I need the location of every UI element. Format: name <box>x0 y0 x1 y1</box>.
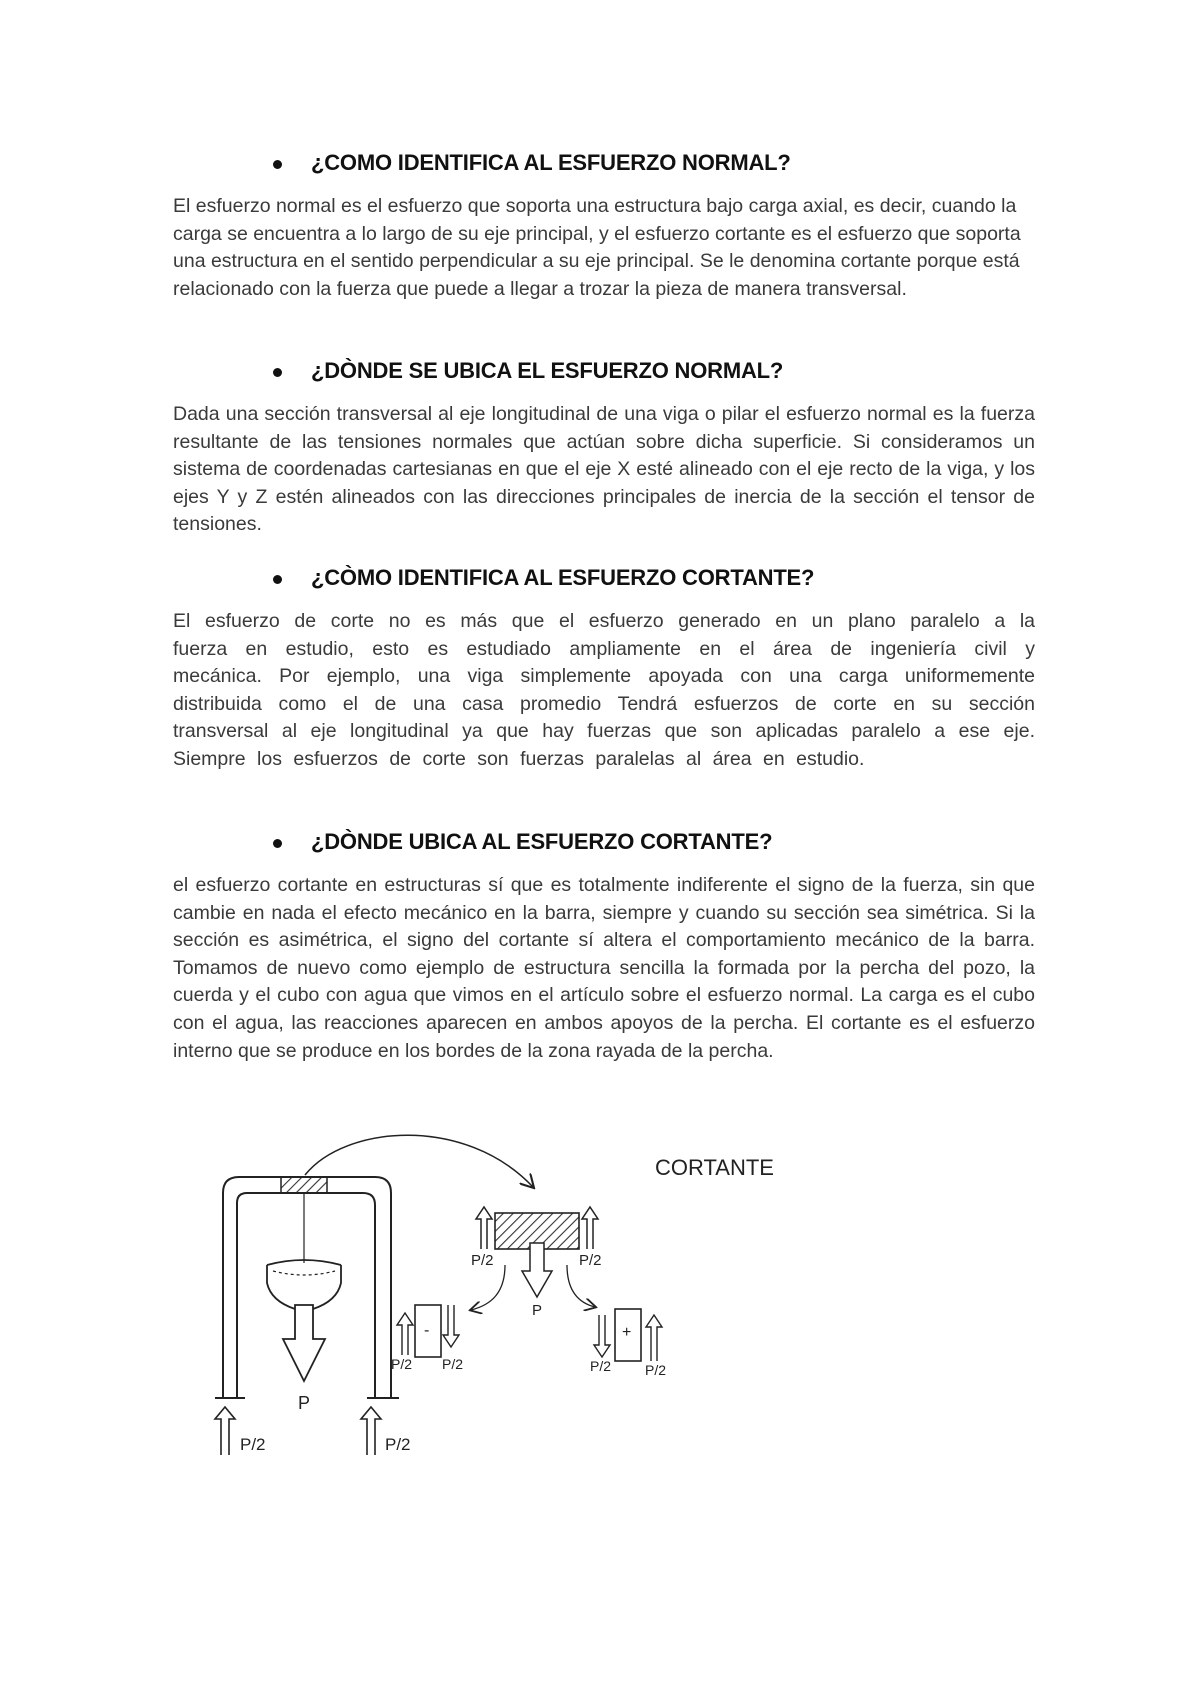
section-heading <box>173 355 1035 389</box>
section-paragraph: El esfuerzo normal es el esfuerzo que soporta una estructura bajo carga axial, es decir, cuando la carga se encuentra a lo largo de su eje principal, y el esfuerzo cortante es el esfuerzo que soporta una estructura en el sentido perpendicular a su eje principal. Se le denomina cortante porque está relacionado con la fuerza que puede a llegar a trozar la pieza de manera transversal. <box>173 195 1021 300</box>
pos-section-label-right: P/2 <box>645 1362 667 1378</box>
bucket-icon <box>267 1260 341 1309</box>
figure-title: CORTANTE <box>655 1155 774 1180</box>
reaction-arrow-right-icon <box>361 1407 381 1455</box>
reaction-arrow-left-icon <box>215 1407 235 1455</box>
neg-section-down-arrow-icon <box>443 1305 459 1347</box>
pos-section-down-arrow-icon <box>594 1315 610 1357</box>
bullet-icon <box>273 368 282 377</box>
section-paragraph: Dada una sección transversal al eje longitudinal de una viga o pilar el esfuerzo normal es la fuerza resultante de las tensiones normales que actúan sobre dicha superficie. Si consideramos un sistema de coordenadas cartesianas en que el eje X esté alineado con el eje recto de la viga, y los ejes Y y Z estén alineados con las direcciones principales de inercia de la sección el tensor de tensiones. <box>173 403 1035 536</box>
load-label: P <box>298 1393 311 1413</box>
bullet-icon <box>273 839 282 848</box>
detail-reaction-right-icon <box>582 1207 598 1249</box>
pos-section-up-arrow-icon <box>646 1315 662 1361</box>
neg-section-label-right: P/2 <box>442 1356 464 1372</box>
detail-load-label: P <box>532 1302 543 1319</box>
heading-text: ¿CÒMO IDENTIFICA AL ESFUERZO CORTANTE? <box>311 565 815 590</box>
curve-arrow-right-icon <box>567 1265 595 1307</box>
section-paragraph: El esfuerzo de corte no es más que el esfuerzo generado en un plano paralelo a la fuerza en estudio, esto es estudiado ampliamente en el área de ingeniería civil y mecánica. Por ejemplo, una viga simplemente apoyada con una carga uniformemente distribuida como el de una casa promedio Tendrá esfuerzos de corte en su sección transversal al eje longitudinal ya que hay fuerzas que son aplicadas paralelo a ese eje. Siempre los esfuerzos de corte son fuerzas paralelas al área en estudio. <box>173 610 1035 770</box>
shear-diagram <box>195 1115 815 1475</box>
section-normal-location <box>173 355 1035 539</box>
detail-reaction-label-left: P/2 <box>471 1252 494 1269</box>
pos-section-label-left: P/2 <box>590 1358 612 1374</box>
connector-arrow-icon <box>305 1135 533 1187</box>
heading-text: ¿DÒNDE UBICA AL ESFUERZO CORTANTE? <box>311 829 773 854</box>
neg-section-label-left: P/2 <box>391 1356 413 1372</box>
hatched-section <box>281 1177 327 1193</box>
reaction-label-right: P/2 <box>385 1435 411 1454</box>
detail-reaction-label-right: P/2 <box>579 1252 602 1269</box>
section-paragraph: el esfuerzo cortante en estructuras sí que es totalmente indiferente el signo de la fuerza, sin que cambie en nada el efecto mecánico en la barra, siempre y cuando su sección sea simétrica. Si la sección es asimétrica, el signo del cortante sí altera el comportamiento mecánico de la barra. Tomamos de nuevo como ejemplo de estructura sencilla la formada por la percha del pozo, la cuerda y el cubo con agua que vimos en el artículo sobre el esfuerzo normal. La carga es el cubo con el agua, las reacciones aparecen en ambos apoyos de la percha. El cortante es el esfuerzo interno que se produce en los bordes de la zona rayada de la percha. <box>173 874 1035 1062</box>
reaction-label-left: P/2 <box>240 1435 266 1454</box>
section-normal-identify <box>173 147 1035 303</box>
shear-diagram-figure <box>195 1115 815 1475</box>
curve-arrow-left-icon <box>471 1265 505 1310</box>
bullet-icon <box>273 575 282 584</box>
neg-section-up-arrow-icon <box>397 1313 413 1355</box>
detail-reaction-left-icon <box>476 1207 492 1249</box>
section-heading <box>173 147 1035 181</box>
section-shear-location <box>173 826 1035 1065</box>
section-shear-identify <box>173 562 1035 774</box>
load-arrow-icon <box>283 1305 325 1381</box>
section-heading <box>173 562 1035 596</box>
heading-text: ¿COMO IDENTIFICA AL ESFUERZO NORMAL? <box>311 150 791 175</box>
section-heading <box>173 826 1035 860</box>
plus-sign: + <box>622 1324 632 1341</box>
bullet-icon <box>273 160 282 169</box>
minus-sign: - <box>424 1322 430 1339</box>
heading-text: ¿DÒNDE SE UBICA EL ESFUERZO NORMAL? <box>311 358 784 383</box>
detail-load-arrow-icon <box>522 1243 552 1297</box>
